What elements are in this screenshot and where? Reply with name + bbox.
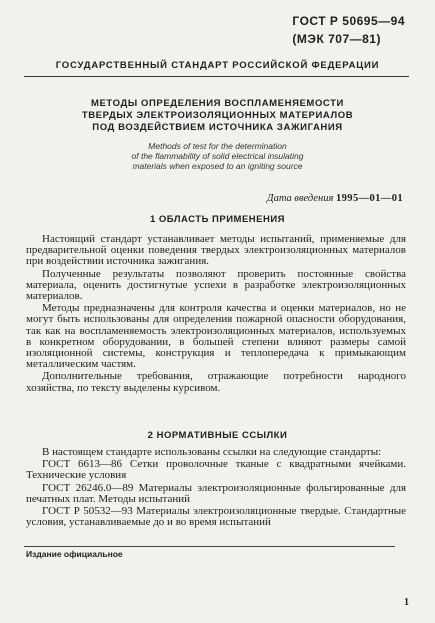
gost-number: ГОСТ Р 50695—94 bbox=[292, 14, 405, 28]
title-line-3: ПОД ВОЗДЕЙСТВИЕМ ИСТОЧНИКА ЗАЖИГАНИЯ bbox=[92, 122, 343, 133]
english-title-line-1: Methods of test for the determination bbox=[148, 141, 287, 151]
section-2-paragraph: В настоящем стандарте использованы ссылки на следующие стандарты: bbox=[42, 446, 382, 458]
english-title-line-3: materials when exposed to an igniting source bbox=[132, 161, 303, 171]
page-number: 1 bbox=[404, 597, 409, 608]
section-2-body bbox=[26, 447, 406, 529]
title-line-1: МЕТОДЫ ОПРЕДЕЛЕНИЯ ВОСПЛАМЕНЯЕМОСТИ bbox=[90, 98, 344, 109]
reference-item: ГОСТ 6613—86 Сетки проволочные тканые с квадратными ячейками. Технические условия bbox=[26, 458, 406, 482]
section-1-paragraph: Полученные результаты позволяют проверить постоянные свойства материала, оценить достигнутые успехи в разработке электроизоляционных материалов. bbox=[26, 267, 406, 303]
english-title bbox=[0, 141, 435, 171]
section-1-paragraph: Методы предназначены для контроля качества и оценки материалов, но не могут быть использованы для определения пожарной опасности оборудования, так как на воспламеняемость электроизоляционных материалов, используемых в конкретном оборудовании, в большей степени влияют размеры самой изоляционной системы, конструкция и теплопередача к примыкающим металлическим частям. bbox=[26, 302, 406, 371]
org-title: ГОСУДАРСТВЕННЫЙ СТАНДАРТ РОССИЙСКОЙ ФЕДЕРАЦИИ bbox=[55, 60, 380, 71]
section-1-paragraph: Дополнительные требования, отражающие потребности народного хозяйства, по тексту выделены курсивом. bbox=[26, 370, 406, 394]
section-1-heading: 1 ОБЛАСТЬ ПРИМЕНЕНИЯ bbox=[149, 214, 286, 225]
title-line-2: ТВЕРДЫХ ЭЛЕКТРОИЗОЛЯЦИОННЫХ МАТЕРИАЛОВ bbox=[81, 110, 354, 121]
english-title-line-2: of the flammability of solid electrical insulating bbox=[131, 151, 304, 161]
section-1-body bbox=[26, 234, 406, 395]
iec-number: (МЭК 707—81) bbox=[292, 32, 381, 46]
standard-designation bbox=[292, 12, 405, 48]
intro-date-value: 1995—01—01 bbox=[336, 193, 403, 204]
header-rule bbox=[24, 76, 409, 77]
document-title bbox=[0, 98, 435, 134]
official-edition-label: Издание официальное bbox=[26, 549, 123, 559]
footer-rule bbox=[24, 546, 395, 547]
introduction-date bbox=[267, 193, 403, 204]
section-1-paragraph: Настоящий стандарт устанавливает методы испытаний, применяемые для предварительной оценки поведения твердых электроизоляционных материалов при воздействии источника зажигания. bbox=[26, 233, 406, 268]
intro-date-label: Дата введения bbox=[266, 193, 334, 204]
reference-item: ГОСТ 26246.0—89 Материалы электроизоляционные фольгированные для печатных плат. Методы испытаний bbox=[26, 481, 406, 505]
section-2-heading: 2 НОРМАТИВНЫЕ ССЫЛКИ bbox=[147, 430, 288, 441]
reference-item: ГОСТ Р 50532—93 Материалы электроизоляционные твердые. Стандартные условия, устанавливаемые до и во время испытаний bbox=[26, 505, 406, 529]
